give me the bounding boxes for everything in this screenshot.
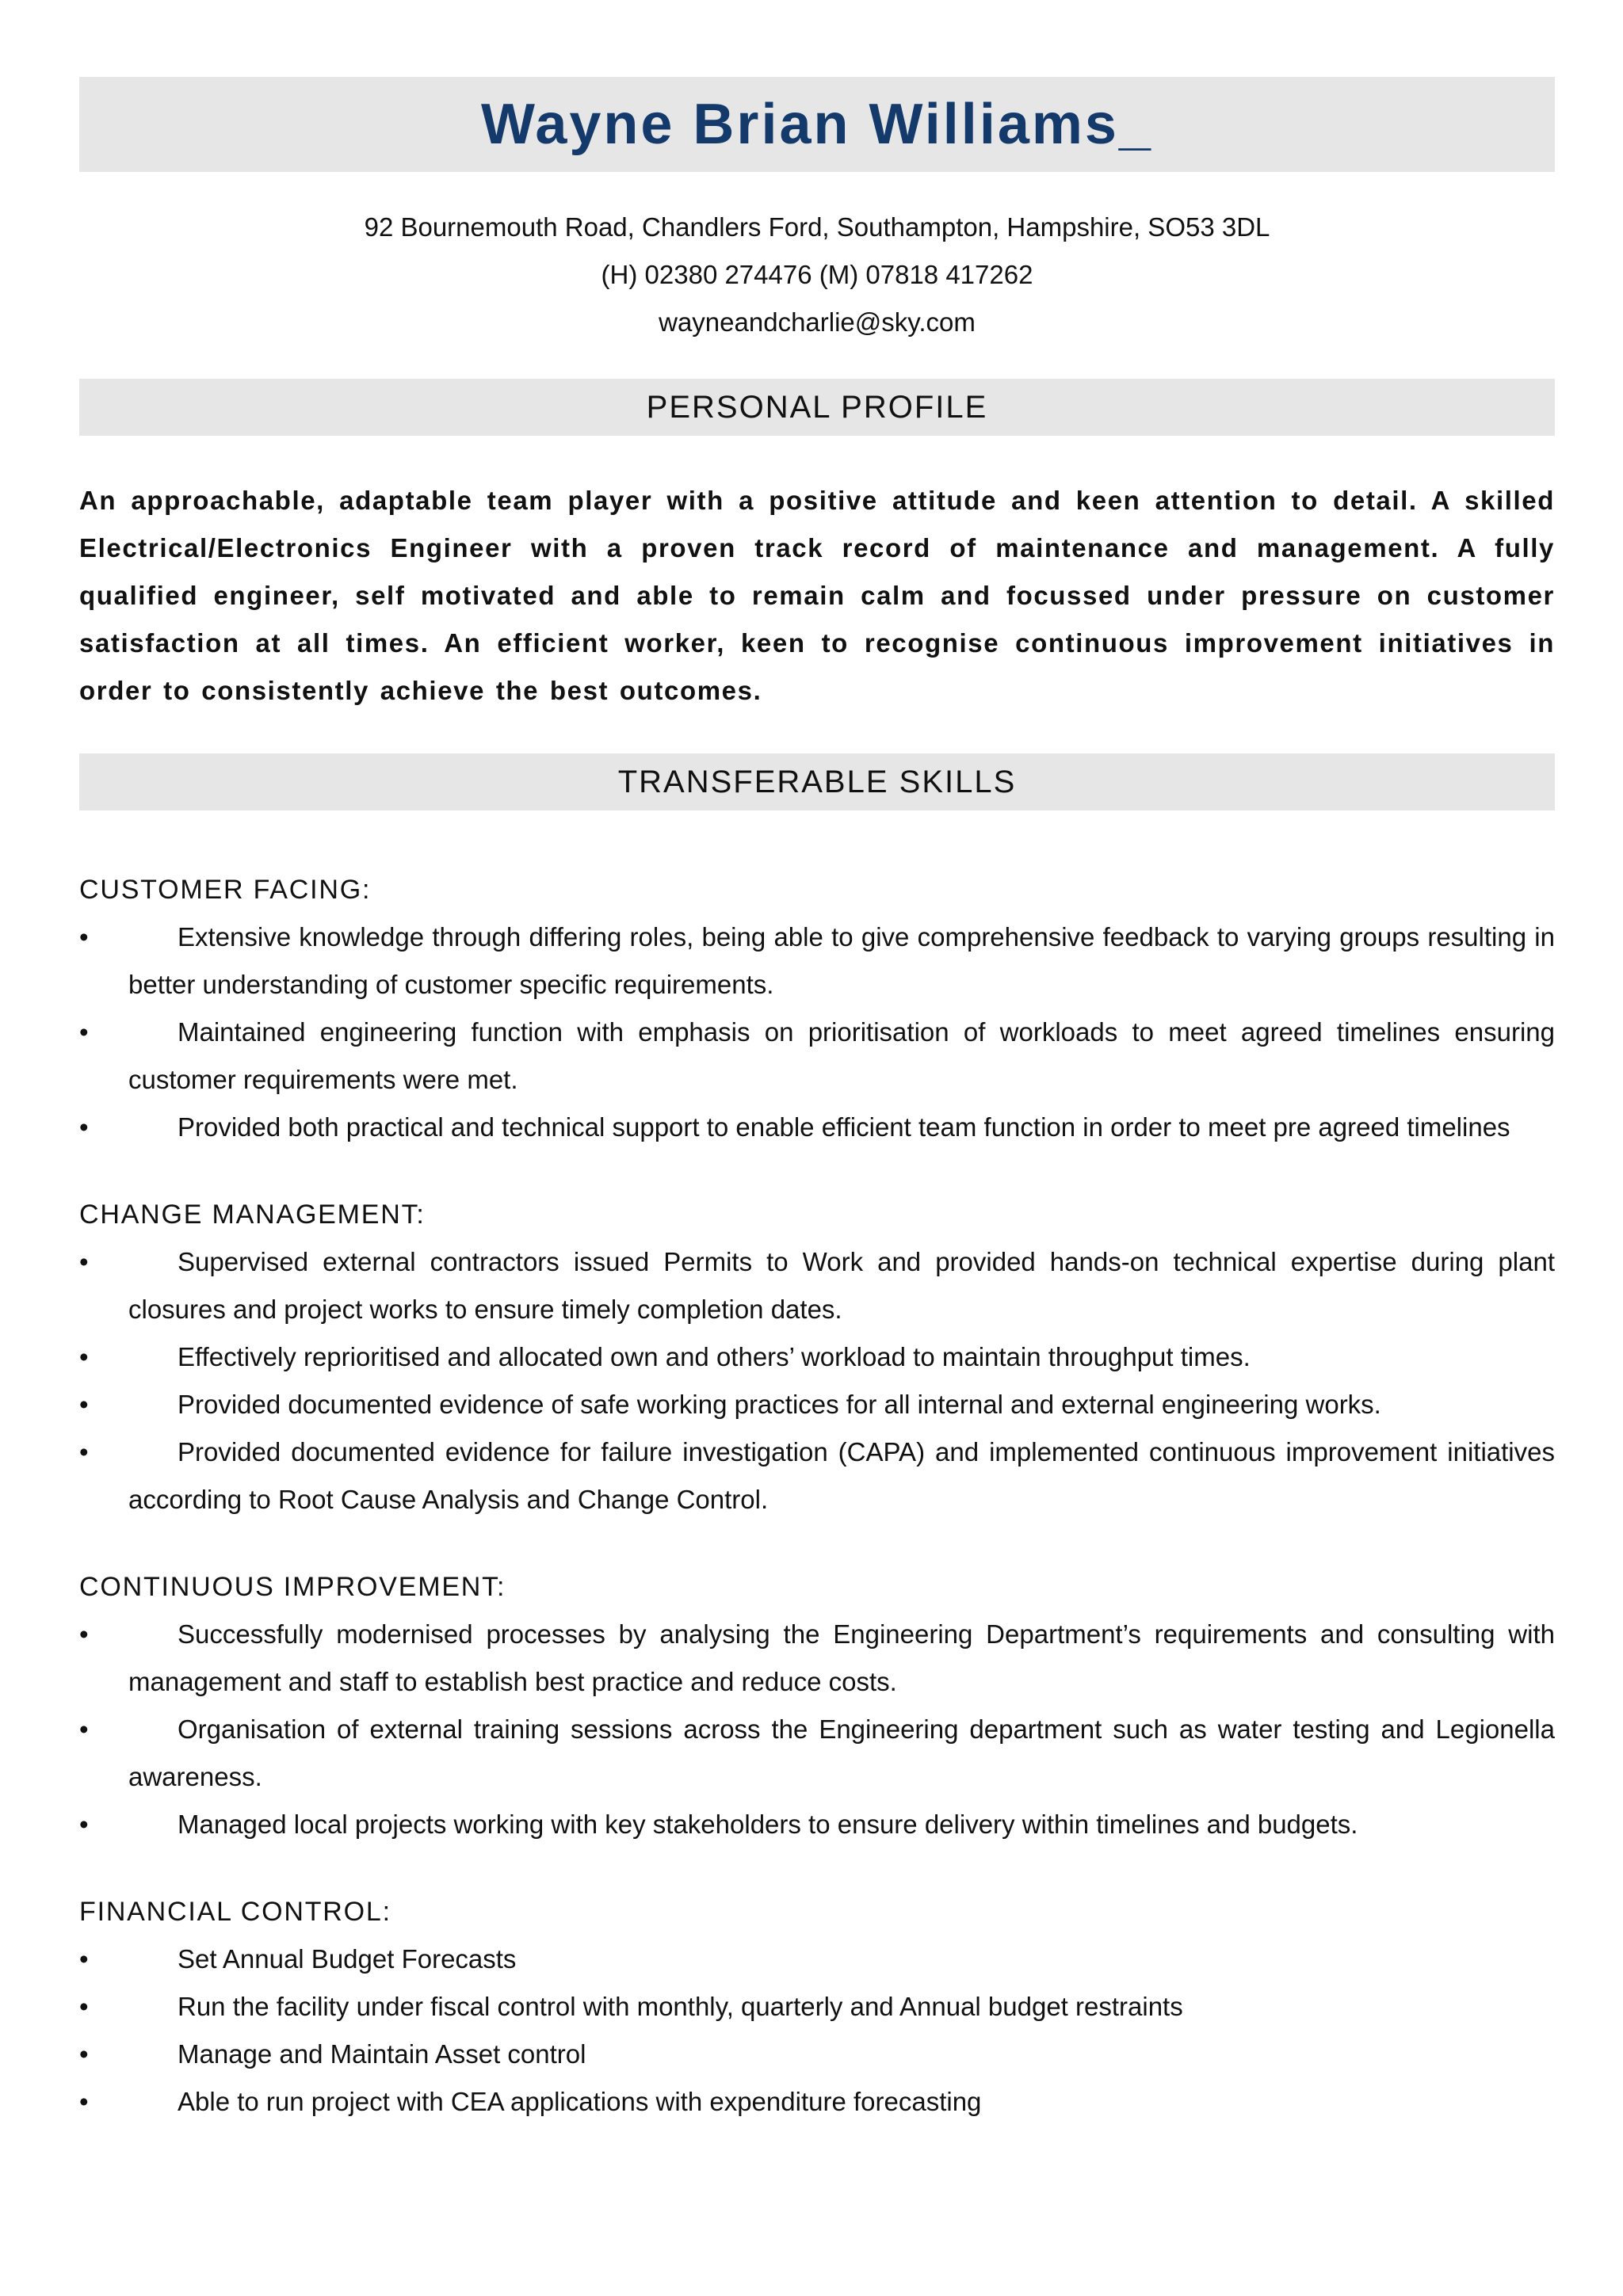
skill-list — [79, 1936, 1555, 2126]
list-item-text: Supervised external contractors issued Permits to Work and provided hands-on technical expertise during plant closures and project works to ensure timely completion dates. — [128, 1247, 1555, 1324]
list-item-text: Effectively reprioritised and allocated own and others’ workload to maintain throughput times. — [178, 1342, 1251, 1371]
bullet-icon: • — [79, 1992, 89, 2021]
list-item — [79, 1238, 1555, 1333]
list-item — [79, 1333, 1555, 1381]
list-item — [79, 1104, 1555, 1151]
bullet-icon: • — [79, 1342, 89, 1371]
list-item-text: Successfully modernised processes by analysing the Engineering Department’s requirements and consulting with management and staff to establish best practice and reduce costs. — [128, 1619, 1555, 1696]
list-item-text: Organisation of external training sessions across the Engineering department such as water testing and Legionella awareness. — [128, 1714, 1555, 1791]
skill-group-financial-control — [79, 1888, 1555, 2126]
bullet-icon: • — [79, 1112, 89, 1142]
transferable-skills-heading: TRANSFERABLE SKILLS — [79, 753, 1555, 810]
list-item — [79, 2031, 1555, 2078]
bullet-icon: • — [79, 2039, 89, 2069]
bullet-icon: • — [79, 1017, 89, 1047]
list-item-text: Run the facility under fiscal control with monthly, quarterly and Annual budget restraints — [178, 1992, 1183, 2021]
skill-group-title: CONTINUOUS IMPROVEMENT: — [79, 1572, 506, 1602]
list-item-text: Extensive knowledge through differing roles, being able to give comprehensive feedback to varying groups resulting in better understanding of customer specific requirements. — [128, 922, 1555, 999]
skill-group-title: CUSTOMER FACING: — [79, 875, 372, 905]
list-item-text: Set Annual Budget Forecasts — [178, 1944, 517, 1974]
list-item-text: Provided documented evidence for failure investigation (CAPA) and implemented continuous improvement initiatives according to Root Cause Analysis and Change Control. — [128, 1437, 1555, 1514]
personal-profile-text: An approachable, adaptable team player with a positive attitude and keen attention to detail. A skilled Electrical/Electronics Engineer with a proven track record of maintenance and management. A fully qualified engineer, self motivated and able to remain calm and focussed under pressure on customer satisfaction at all times. An efficient worker, keen to recognise continuous improvement initiatives in order to consistently achieve the best outcomes. — [79, 486, 1555, 705]
list-item — [79, 1801, 1555, 1848]
list-item — [79, 1611, 1555, 1706]
bullet-icon: • — [79, 1247, 89, 1276]
bullet-icon: • — [79, 1619, 89, 1649]
bullet-icon: • — [79, 1810, 89, 1839]
list-item — [79, 1381, 1555, 1428]
skill-list — [79, 913, 1555, 1151]
name-banner — [79, 77, 1555, 172]
cv-page — [79, 77, 1555, 2126]
list-item — [79, 1706, 1555, 1801]
list-item — [79, 2078, 1555, 2126]
email: wayneandcharlie@sky.com — [659, 307, 976, 337]
skill-group-title: CHANGE MANAGEMENT: — [79, 1199, 426, 1230]
list-item — [79, 1936, 1555, 1983]
list-item — [79, 1983, 1555, 2031]
list-item-text: Manage and Maintain Asset control — [178, 2039, 586, 2069]
skill-group-customer-facing — [79, 866, 1555, 1151]
skill-list — [79, 1238, 1555, 1524]
list-item-text: Able to run project with CEA applications with expenditure forecasting — [178, 2087, 982, 2116]
contact-block — [79, 204, 1555, 346]
skill-list — [79, 1611, 1555, 1848]
skill-group-continuous-improvement — [79, 1563, 1555, 1848]
bullet-icon: • — [79, 1714, 89, 1744]
candidate-name: Wayne Brian Williams_ — [481, 93, 1153, 156]
list-item — [79, 913, 1555, 1009]
list-item-text: Provided both practical and technical support to enable efficient team function in order to meet pre agreed timelines — [178, 1112, 1510, 1142]
list-item — [79, 1009, 1555, 1104]
skill-group-change-management — [79, 1191, 1555, 1524]
list-item — [79, 1428, 1555, 1524]
bullet-icon: • — [79, 1390, 89, 1419]
personal-profile-heading: PERSONAL PROFILE — [79, 379, 1555, 436]
bullet-icon: • — [79, 1437, 89, 1466]
bullet-icon: • — [79, 1944, 89, 1974]
list-item-text: Provided documented evidence of safe working practices for all internal and external engineering works. — [178, 1390, 1381, 1419]
skill-group-title: FINANCIAL CONTROL: — [79, 1897, 391, 1927]
list-item-text: Managed local projects working with key stakeholders to ensure delivery within timelines and budgets. — [178, 1810, 1358, 1839]
phone-numbers: (H) 02380 274476 (M) 07818 417262 — [601, 260, 1033, 289]
bullet-icon: • — [79, 922, 89, 952]
bullet-icon: • — [79, 2087, 89, 2116]
list-item-text: Maintained engineering function with emphasis on prioritisation of workloads to meet agreed timelines ensuring customer requirements were met. — [128, 1017, 1555, 1094]
address: 92 Bournemouth Road, Chandlers Ford, Southampton, Hampshire, SO53 3DL — [364, 212, 1270, 242]
